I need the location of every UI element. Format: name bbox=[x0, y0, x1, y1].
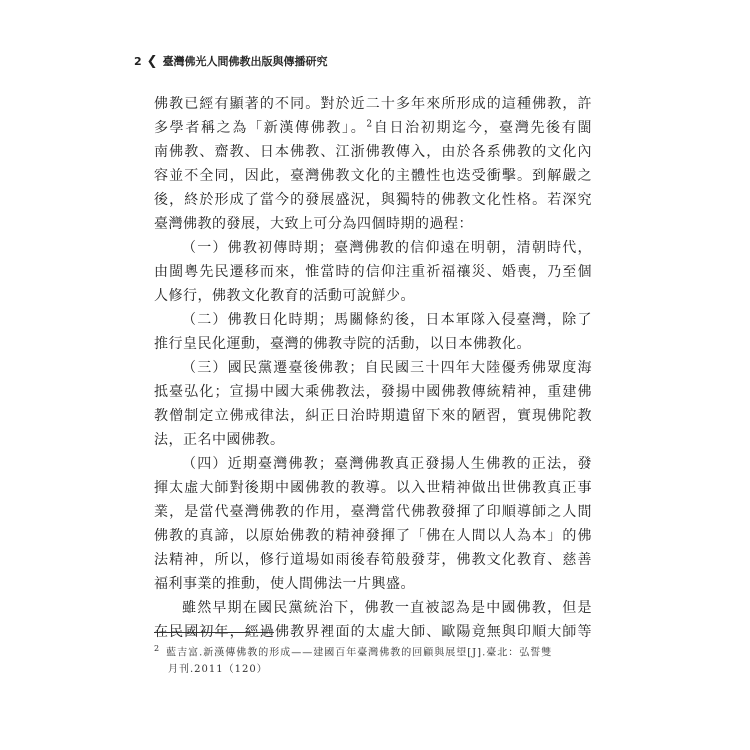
body-line-text: 法，正名中國佛教。 bbox=[154, 432, 285, 448]
chevron-left-icon: ❮ bbox=[146, 53, 158, 69]
body-line-text: 臺灣佛教的發展，大致上可分為四個時期的過程： bbox=[154, 216, 473, 232]
footnote-line bbox=[154, 661, 594, 678]
body-line-text: 在民國初年，經過佛教界裡面的太虛大師、歐陽竟無與印順大師等 bbox=[154, 624, 592, 640]
body-line-text: （二）佛教日化時期；馬關條約後，日本軍隊入侵臺灣，除了 bbox=[182, 312, 592, 328]
body-line-text: 由閩粵先民遷移而來，惟當時的信仰注重祈福禳災、婚喪，乃至個 bbox=[154, 264, 592, 280]
body-line-text: 推行皇民化運動，臺灣的佛教寺院的活動，以日本佛教化。 bbox=[154, 336, 531, 352]
footnote-divider bbox=[154, 632, 274, 633]
body-line-text: 福利事業的推動，使人間佛法一片興盛。 bbox=[154, 576, 415, 592]
body-line bbox=[154, 332, 592, 356]
footnote-text-1: 藍吉富.新漢傳佛教的形成——建國百年臺灣佛教的回顧與展望[J].臺北：弘誓雙 bbox=[166, 647, 553, 659]
body-line-text: 容並不全同，因此，臺灣佛教文化的主體性也迭受衝擊。到解嚴之 bbox=[154, 168, 592, 184]
body-text bbox=[154, 92, 592, 644]
footnote-number: 2 bbox=[154, 644, 161, 653]
body-line bbox=[154, 260, 592, 284]
body-line bbox=[154, 356, 592, 380]
body-line bbox=[154, 308, 592, 332]
body-line bbox=[154, 476, 592, 500]
book-title: 臺灣佛光人間佛教出版與傳播研究 bbox=[162, 55, 328, 68]
body-line-text: （四）近期臺灣佛教；臺灣佛教真正發揚人生佛教的正法，發 bbox=[182, 456, 592, 472]
body-line bbox=[154, 380, 592, 404]
body-line bbox=[154, 596, 592, 620]
body-line bbox=[154, 92, 592, 116]
body-line-text: 佛教已經有顯著的不同。對於近二十多年來所形成的這種佛教，許 bbox=[154, 96, 592, 112]
body-line bbox=[154, 116, 592, 140]
body-line-text: （一）佛教初傳時期；臺灣佛教的信仰遠在明朝，清朝時代， bbox=[182, 240, 592, 256]
body-line-text: 業，是當代臺灣佛教的作用，臺灣當代佛教發揮了印順導師之人間 bbox=[154, 504, 592, 520]
body-line-text: 人修行，佛教文化教育的活動可說鮮少。 bbox=[154, 288, 415, 304]
body-line bbox=[154, 500, 592, 524]
body-line-text: 教僧制定立佛戒律法，糾正日治時期遺留下來的陋習，實現佛陀教 bbox=[154, 408, 592, 424]
footnote-line bbox=[154, 640, 594, 661]
body-line-text: 多學者稱之為「新漢傳佛教」。 bbox=[154, 120, 367, 136]
body-line bbox=[154, 548, 592, 572]
body-line bbox=[154, 572, 592, 596]
footnote-ref: 2 bbox=[366, 119, 373, 130]
body-line-text: 揮太虛大師對後期中國佛教的教導。以入世精神做出世佛教真正事 bbox=[154, 480, 592, 496]
body-line bbox=[154, 284, 592, 308]
body-line-text: 雖然早期在國民黨統治下，佛教一直被認為是中國佛教，但是 bbox=[182, 600, 592, 616]
body-line bbox=[154, 524, 592, 548]
running-header bbox=[134, 53, 328, 69]
body-line bbox=[154, 212, 592, 236]
body-line-text: 佛教的真諦，以原始佛教的精神發揮了「佛在人間以人為本」的佛 bbox=[154, 528, 592, 544]
body-line-text: 法精神，所以，修行道場如雨後春筍般發芽，佛教文化教育、慈善 bbox=[154, 552, 592, 568]
body-line-text: 自日治初期迄今，臺灣先後有閩 bbox=[372, 120, 593, 136]
body-line bbox=[154, 188, 592, 212]
body-line-text: 後，終於形成了當今的發展盛況，與獨特的佛教文化性格。若深究 bbox=[154, 192, 592, 208]
body-line bbox=[154, 140, 592, 164]
body-line bbox=[154, 428, 592, 452]
body-line bbox=[154, 404, 592, 428]
body-line-text: 抵臺弘化；宣揚中國大乘佛教法，發揚中國佛教傳統精神，重建佛 bbox=[154, 384, 592, 400]
body-line-text: 南佛教、齋教、日本佛教、江浙佛教傳入，由於各系佛教的文化內 bbox=[154, 144, 592, 160]
body-line-text: （三）國民黨遷臺後佛教；自民國三十四年大陸優秀佛眾度海 bbox=[182, 360, 592, 376]
body-line bbox=[154, 452, 592, 476]
body-line bbox=[154, 164, 592, 188]
body-line bbox=[154, 236, 592, 260]
page-number: 2 bbox=[134, 54, 142, 68]
footnote-text-2: 月刊.2011（120） bbox=[168, 664, 268, 676]
footnote bbox=[154, 640, 594, 678]
